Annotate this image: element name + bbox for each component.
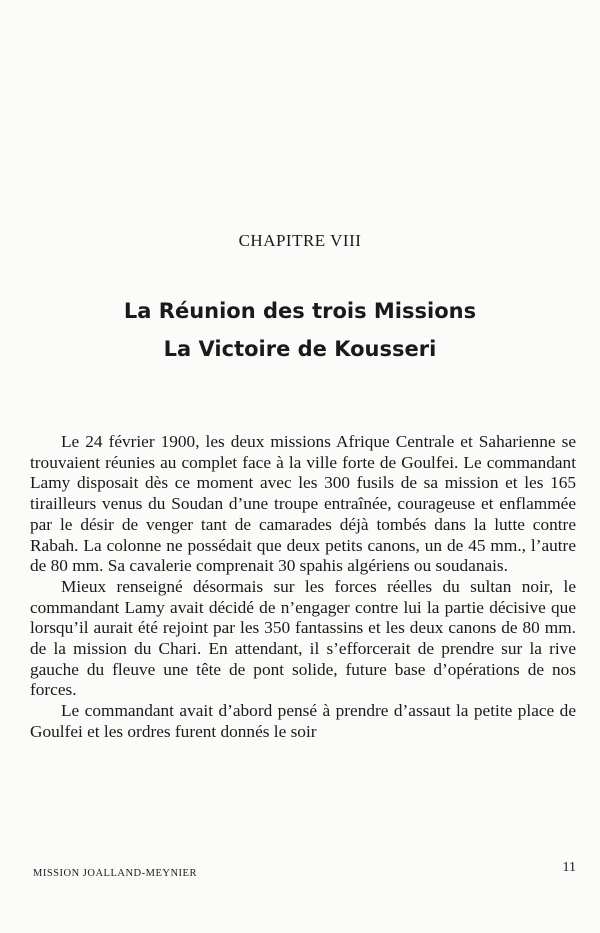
paragraph-2: Mieux renseigné désormais sur les forces réelles du sultan noir, le commandant Lamy avait décidé de n’engager contre lui la partie décisive que lorsqu’il aurait été rejoint par les 350 fantassins et les deux canons de 80 mm. de la mission du Chari. En attendant, il s’efforcerait de prendre sur la rive gauche du fleuve une tête de pont solide, future base d’opérations de nos forces. — [30, 576, 576, 700]
paragraph-1: Le 24 février 1900, les deux missions Afrique Centrale et Saharienne se trouvaient réunies au complet face à la ville forte de Goulfei. Le commandant Lamy disposait dès ce moment avec les 300 fusils de sa mission et les 165 tirailleurs venus du Soudan d’une troupe entraînée, courageuse et enflammée par le désir de venger tant de camarades déjà tombés dans la lutte contre Rabah. La colonne ne possédait que deux petits canons, un de 45 mm., l’autre de 80 mm. Sa cavalerie comprenait 30 spahis algériens ou soudanais. — [30, 432, 576, 576]
paragraph-3: Le commandant avait d’abord pensé à prendre d’assaut la petite place de Goulfei et les ordres furent donnés le soir — [30, 701, 576, 741]
chapter-label: CHAPITRE VIII — [238, 231, 362, 250]
chapter-title-line-2: La Victoire de Kousseri — [163, 337, 437, 361]
chapter-body — [30, 432, 576, 743]
running-title: MISSION JOALLAND-MEYNIER — [33, 868, 197, 879]
chapter-title-line-1: La Réunion des trois Missions — [123, 299, 477, 323]
page-number: 11 — [562, 860, 576, 875]
